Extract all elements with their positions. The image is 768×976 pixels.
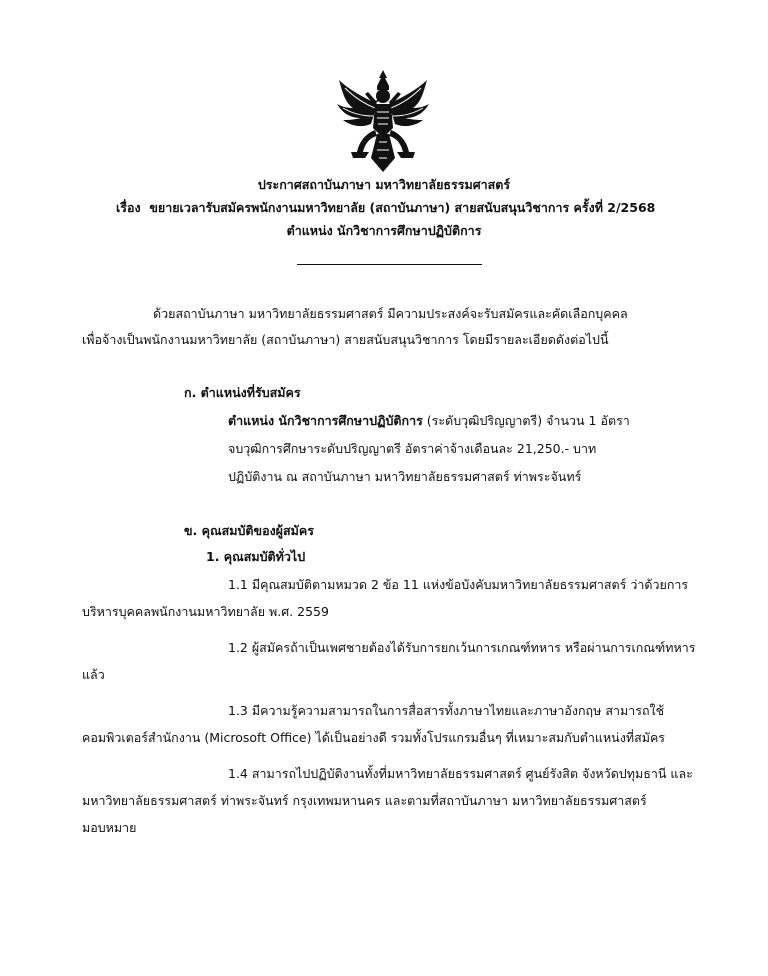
item-1-1-line-1: 1.1 มีคุณสมบัติตามหมวด 2 ข้อ 11 แห่งข้อบังคับมหาวิทยาลัยธรรมศาสตร์ ว่าด้วยการ — [228, 577, 689, 592]
position-level-count: (ระดับวุฒิปริญญาตรี) จำนวน 1 อัตรา — [422, 413, 630, 428]
garuda-emblem-icon — [335, 68, 431, 178]
announcement-title: ประกาศสถาบันภาษา มหาวิทยาลัยธรรมศาสตร์ — [257, 177, 511, 192]
item-1-3-line-1: 1.3 มีความรู้ความสามารถในการสื่อสารทั้งภาษาไทยและภาษาอังกฤษ สามารถใช้ — [228, 703, 665, 718]
item-1-3-line-2: คอมพิวเตอร์สำนักงาน (Microsoft Office) ได้เป็นอย่างดี รวมทั้งโปรแกรมอื่นๆ ที่เหมาะสมกับตำแหน่งที่สมัคร — [82, 730, 666, 745]
general-qualifications-heading: 1. คุณสมบัติทั่วไป — [206, 549, 306, 564]
qualification-salary: จบวุฒิการศึกษาระดับปริญญาตรี อัตราค่าจ้างเดือนละ 21,250.- บาท — [228, 441, 597, 456]
item-1-2-line-2: แล้ว — [82, 667, 105, 682]
workplace: ปฏิบัติงาน ณ สถาบันภาษา มหาวิทยาลัยธรรมศาสตร์ ท่าพระจันทร์ — [228, 469, 582, 484]
item-1-2-line-1: 1.2 ผู้สมัครถ้าเป็นเพศชายต้องได้รับการยกเว้นการเกณฑ์ทหาร หรือผ่านการเกณฑ์ทหาร — [228, 640, 696, 655]
intro-line-2: เพื่อจ้างเป็นพนักงานมหาวิทยาลัย (สถาบันภาษา) สายสนับสนุนวิชาการ โดยมีรายละเอียดดังต่อไปนี้ — [82, 332, 609, 347]
section-b-heading: ข. คุณสมบัติของผู้สมัคร — [184, 523, 314, 538]
item-1-1-line-2: บริหารบุคคลพนักงานมหาวิทยาลัย พ.ศ. 2559 — [82, 604, 329, 619]
announcement-position: ตำแหน่ง นักวิชาการศึกษาปฏิบัติการ — [286, 223, 482, 238]
item-1-4-line-3: มอบหมาย — [82, 820, 137, 835]
item-1-4-line-1: 1.4 สามารถไปปฏิบัติงานทั้งที่มหาวิทยาลัยธรรมศาสตร์ ศูนย์รังสิต จังหวัดปทุมธานี และ — [228, 766, 693, 781]
intro-line-1: ด้วยสถาบันภาษา มหาวิทยาลัยธรรมศาสตร์ มีความประสงค์จะรับสมัครและคัดเลือกบุคคล — [153, 306, 628, 321]
subject-label: เรื่อง — [116, 200, 141, 215]
item-1-4-line-2: มหาวิทยาลัยธรรมศาสตร์ ท่าพระจันทร์ กรุงเทพมหานคร และตามที่สถาบันภาษา มหาวิทยาลัยธรรมศาสตร์ — [82, 793, 647, 808]
subject-text: ขยายเวลารับสมัครพนักงานมหาวิทยาลัย (สถาบันภาษา) สายสนับสนุนวิชาการ ครั้งที่ 2/2568 — [149, 200, 656, 215]
announcement-subject — [116, 199, 655, 217]
position-detail — [228, 412, 630, 430]
position-name: ตำแหน่ง นักวิชาการศึกษาปฏิบัติการ — [228, 413, 423, 428]
title-divider — [297, 264, 482, 265]
section-a-heading: ก. ตำแหน่งที่รับสมัคร — [184, 385, 301, 400]
